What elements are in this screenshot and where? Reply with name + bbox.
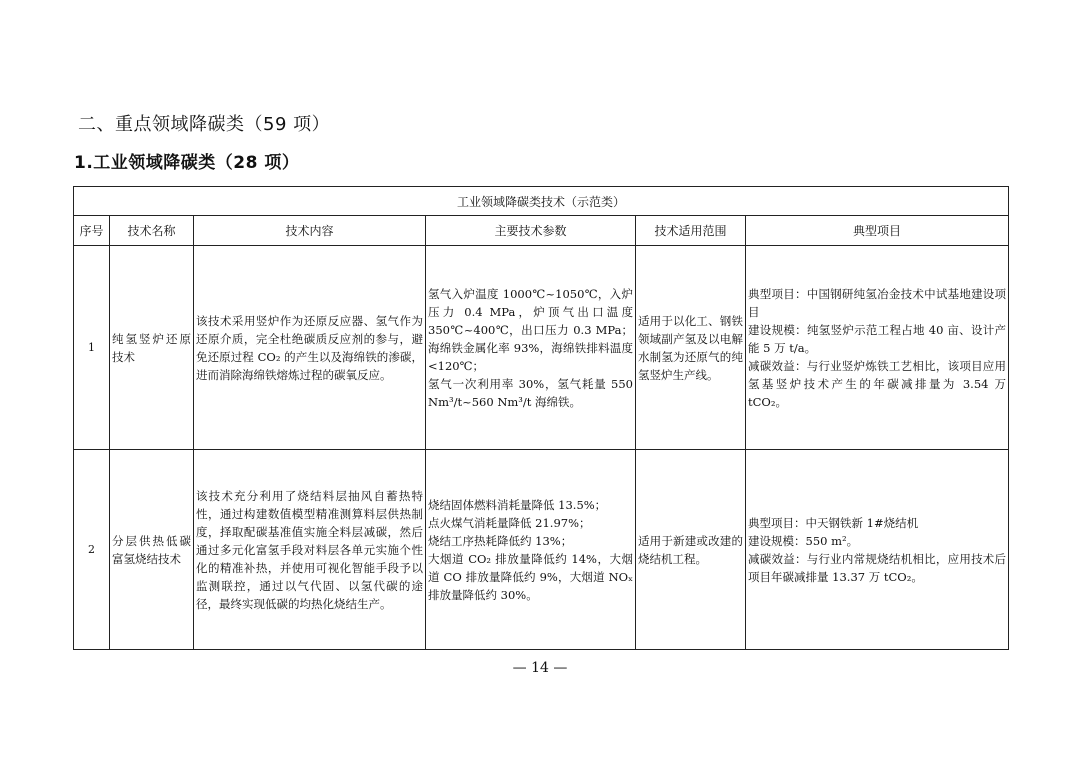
table-caption: 工业领域降碳类技术（示范类） xyxy=(74,187,1009,216)
project-line: 建设规模：纯氢竖炉示范工程占地 40 亩、设计产能 5 万 t/a。 xyxy=(748,322,1007,355)
row-tech-params xyxy=(426,246,636,450)
header-scope: 技术适用范围 xyxy=(636,216,746,246)
project-line: 减碳效益：与行业内常规烧结机相比，应用技术后项目年碳减排量 13.37 万 tCO₂。 xyxy=(748,551,1007,584)
section-heading: 二、重点领域降碳类（59 项） xyxy=(78,114,331,135)
table-row xyxy=(74,246,1009,450)
header-name: 技术名称 xyxy=(110,216,194,246)
row-tech-content: 该技术采用竖炉作为还原反应器、氢气作为还原介质，完全杜绝碳质反应剂的参与，避免还原过程 CO₂ 的产生以及海绵铁的渗碳，进而消除海绵铁熔炼过程的碳氧反应。 xyxy=(194,246,426,450)
table-row xyxy=(74,450,1009,650)
row-seq: 1 xyxy=(74,246,110,450)
param-line: 氢气入炉温度 1000℃~1050℃，入炉压力 0.4 MPa，炉顶气出口温度 350℃~400℃，出口压力 0.3 MPa；海绵铁金属化率 93%，海绵铁排料温度<120℃； xyxy=(428,286,633,373)
project-line: 减碳效益：与行业竖炉炼铁工艺相比，该项目应用氢基竖炉技术产生的年碳减排量为 3.54 万 tCO₂。 xyxy=(748,358,1007,409)
project-line: 建设规模：550 m²。 xyxy=(748,533,859,548)
project-line: 典型项目：中国钢研纯氢冶金技术中试基地建设项目 xyxy=(748,286,1007,319)
table-header-row xyxy=(74,216,1009,246)
page-number: — 14 — xyxy=(512,660,568,676)
param-line: 烧结工序热耗降低约 13%； xyxy=(428,533,573,548)
technology-table xyxy=(73,186,1009,650)
row-tech-name: 纯氢竖炉还原技术 xyxy=(110,246,194,450)
header-params: 主要技术参数 xyxy=(426,216,636,246)
header-project: 典型项目 xyxy=(746,216,1009,246)
subsection-heading: 1.工业领域降碳类（28 项） xyxy=(74,153,300,173)
row-typical-project xyxy=(746,450,1009,650)
row-tech-name: 分层供热低碳富氢烧结技术 xyxy=(110,450,194,650)
row-tech-params xyxy=(426,450,636,650)
project-line: 典型项目：中天钢铁新 1#烧结机 xyxy=(748,515,919,530)
header-content: 技术内容 xyxy=(194,216,426,246)
header-seq: 序号 xyxy=(74,216,110,246)
row-tech-scope: 适用于以化工、钢铁领域副产氢及以电解水制氢为还原气的纯氢竖炉生产线。 xyxy=(636,246,746,450)
row-tech-scope: 适用于新建或改建的烧结机工程。 xyxy=(636,450,746,650)
row-typical-project xyxy=(746,246,1009,450)
row-seq: 2 xyxy=(74,450,110,650)
param-line: 大烟道 CO₂ 排放量降低约 14%，大烟道 CO 排放量降低约 9%，大烟道 NOₓ 排放量降低约 30%。 xyxy=(428,551,633,602)
param-line: 烧结固体燃料消耗量降低 13.5%； xyxy=(428,497,607,512)
param-line: 氢气一次利用率 30%，氢气耗量 550 Nm³/t~560 Nm³/t 海绵铁。 xyxy=(428,376,633,409)
row-tech-content: 该技术充分利用了烧结料层抽风自蓄热特性，通过构建数值模型精准测算料层供热制度，择取配碳基准值实施全料层减碳，然后通过多元化富氢手段对料层各单元实施个性化的精准补热，并使用可视化智能手段予以监测联控，通过以气代固、以氢代碳的途径，最终实现低碳的均热化烧结生产。 xyxy=(194,450,426,650)
param-line: 点火煤气消耗量降低 21.97%； xyxy=(428,515,591,530)
